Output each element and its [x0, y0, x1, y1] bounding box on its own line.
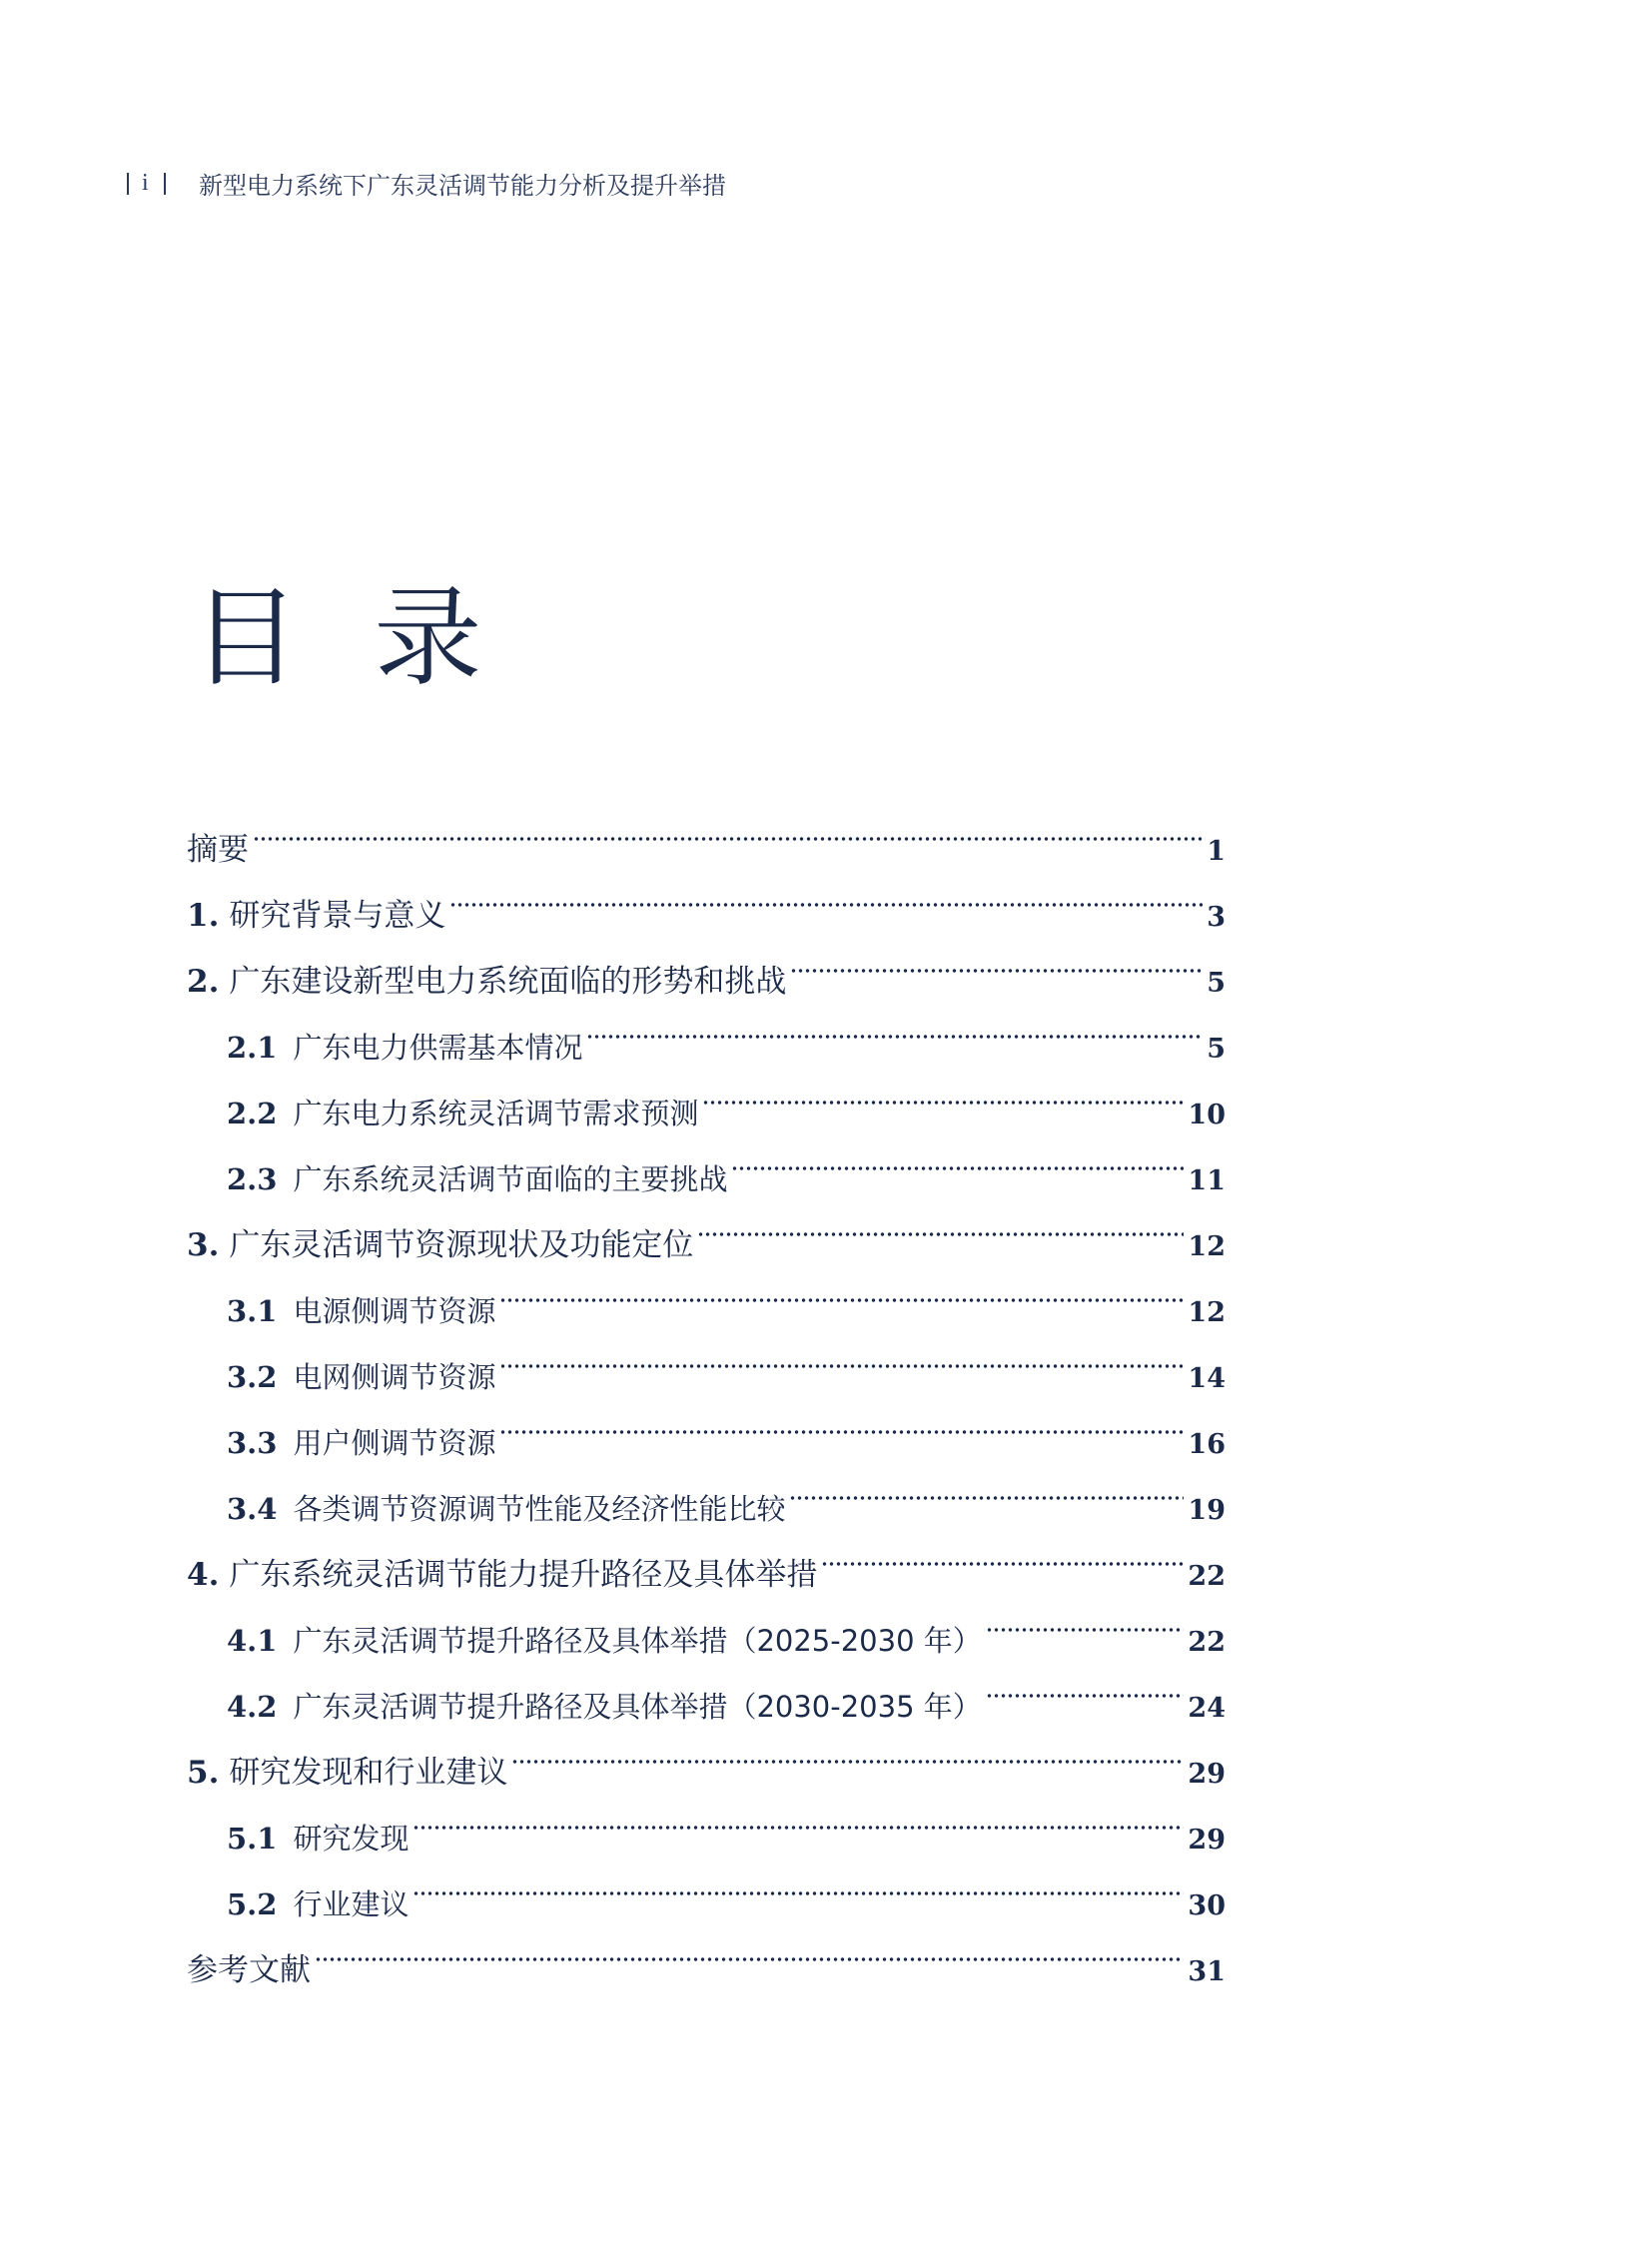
dot-leader [253, 794, 1203, 860]
toc-entry-label: 广东电力系统灵活调节需求预测 [293, 1097, 699, 1130]
toc-subsection-entry[interactable] [187, 1849, 1226, 1921]
toc-subsection-entry[interactable] [187, 1123, 1226, 1196]
toc-entry-label: 广东系统灵活调节面临的主要挑战 [293, 1162, 728, 1196]
page-number: i [142, 170, 151, 196]
toc-entry-label: 广东灵活调节资源现状及功能定位 [229, 1227, 694, 1263]
toc-entry-label: 广东灵活调节提升路径及具体举措（2030-2035 年） [293, 1690, 982, 1724]
toc-entry-page-number: 12 [1188, 1297, 1226, 1328]
toc-entry-page-number: 11 [1188, 1165, 1226, 1196]
toc-entry-page-number: 31 [1188, 1956, 1226, 1987]
dot-leader [821, 1519, 1184, 1585]
toc-subsection-entry[interactable] [187, 1651, 1226, 1724]
toc-entry-label: 广东电力供需基本情况 [293, 1031, 583, 1065]
dot-leader [511, 1717, 1184, 1783]
toc-entry-number: 2.1 [227, 1031, 278, 1065]
toc-entry-page-number: 5 [1207, 968, 1226, 999]
toc-entry-number: 2. [187, 964, 220, 1000]
toc-entry-page-number: 1 [1207, 836, 1226, 867]
dot-leader [789, 1453, 1184, 1519]
toc-entry-label: 研究发现 [293, 1822, 410, 1856]
dot-leader [986, 1585, 1185, 1651]
dot-leader [731, 1123, 1184, 1189]
toc-entry-number: 3.4 [227, 1492, 278, 1526]
dot-leader [586, 992, 1203, 1058]
toc-entry-page-number: 10 [1188, 1100, 1226, 1130]
toc-section-entry[interactable] [187, 794, 1226, 868]
toc-entry-page-number: 22 [1188, 1627, 1226, 1658]
dot-leader [449, 860, 1203, 926]
dot-leader [413, 1849, 1184, 1914]
toc-subsection-entry[interactable] [187, 1321, 1226, 1394]
toc-entry-page-number: 19 [1188, 1495, 1226, 1526]
dot-leader [702, 1058, 1184, 1123]
toc-subsection-entry[interactable] [187, 1453, 1226, 1526]
toc-entry-label: 电网侧调节资源 [293, 1360, 496, 1394]
toc-entry-page-number: 12 [1188, 1231, 1226, 1262]
divider [127, 173, 129, 195]
divider [164, 173, 166, 195]
dot-leader [499, 1387, 1184, 1453]
toc-entry-label: 广东系统灵活调节能力提升路径及具体举措 [229, 1557, 818, 1593]
dot-leader [697, 1189, 1184, 1255]
toc-entry-page-number: 30 [1188, 1890, 1226, 1921]
toc-entry-page-number: 22 [1188, 1561, 1226, 1592]
toc-heading: 目 录 [192, 576, 502, 701]
toc-entry-number: 4.2 [227, 1690, 278, 1724]
toc-entry-number: 1. [187, 898, 220, 934]
document-title: 新型电力系统下广东灵活调节能力分析及提升举措 [199, 172, 726, 200]
toc-entry-label: 摘要 [187, 832, 249, 868]
toc-section-entry[interactable] [187, 1717, 1226, 1791]
toc-entry-number: 3.1 [227, 1294, 278, 1328]
toc-entry-number: 4.1 [227, 1624, 278, 1658]
toc-entry-number: 2.3 [227, 1162, 278, 1196]
dot-leader [315, 1914, 1184, 1980]
toc-subsection-entry[interactable] [187, 1058, 1226, 1130]
toc-entry-label: 行业建议 [293, 1887, 410, 1921]
toc-section-entry[interactable] [187, 1519, 1226, 1593]
toc-entry-label: 广东灵活调节提升路径及具体举措（2025-2030 年） [293, 1624, 982, 1658]
toc-section-entry[interactable] [187, 860, 1226, 934]
dot-leader [499, 1321, 1184, 1387]
toc-subsection-entry[interactable] [187, 1255, 1226, 1328]
toc-section-entry[interactable] [187, 1914, 1226, 1988]
toc-entry-number: 3.2 [227, 1360, 278, 1394]
toc-entry-label: 研究背景与意义 [229, 898, 446, 934]
toc-entry-label: 用户侧调节资源 [293, 1426, 496, 1460]
toc-entry-label: 广东建设新型电力系统面临的形势和挑战 [229, 964, 787, 1000]
toc-section-entry[interactable] [187, 1189, 1226, 1263]
toc-entry-number: 2.2 [227, 1097, 278, 1130]
toc-entry-page-number: 29 [1188, 1825, 1226, 1856]
toc-entry-label: 参考文献 [187, 1952, 311, 1988]
dot-leader [986, 1651, 1185, 1717]
toc-subsection-entry[interactable] [187, 1783, 1226, 1856]
dot-leader [499, 1255, 1184, 1321]
toc-entry-page-number: 14 [1188, 1363, 1226, 1394]
toc-entry-number: 5.2 [227, 1887, 278, 1921]
page-number-marker [127, 170, 197, 197]
toc-subsection-entry[interactable] [187, 1387, 1226, 1460]
toc-subsection-entry[interactable] [187, 1585, 1226, 1658]
toc-entry-page-number: 3 [1207, 902, 1226, 933]
toc-entry-page-number: 5 [1207, 1034, 1226, 1065]
toc-entry-label: 电源侧调节资源 [293, 1294, 496, 1328]
toc-entry-number: 3. [187, 1227, 220, 1263]
toc-entry-number: 5. [187, 1755, 220, 1791]
toc-entry-label: 研究发现和行业建议 [229, 1755, 508, 1791]
toc-section-entry[interactable] [187, 926, 1226, 1000]
toc-subsection-entry[interactable] [187, 992, 1226, 1065]
table-of-contents [187, 794, 1226, 1988]
toc-entry-page-number: 24 [1188, 1693, 1226, 1724]
dot-leader [790, 926, 1203, 992]
toc-entry-page-number: 29 [1188, 1759, 1226, 1790]
toc-entry-page-number: 16 [1188, 1429, 1226, 1460]
running-header [127, 166, 726, 201]
dot-leader [413, 1783, 1184, 1849]
toc-entry-number: 3.3 [227, 1426, 278, 1460]
toc-entry-number: 4. [187, 1557, 220, 1593]
toc-entry-number: 5.1 [227, 1822, 278, 1856]
toc-entry-label: 各类调节资源调节性能及经济性能比较 [293, 1492, 786, 1526]
